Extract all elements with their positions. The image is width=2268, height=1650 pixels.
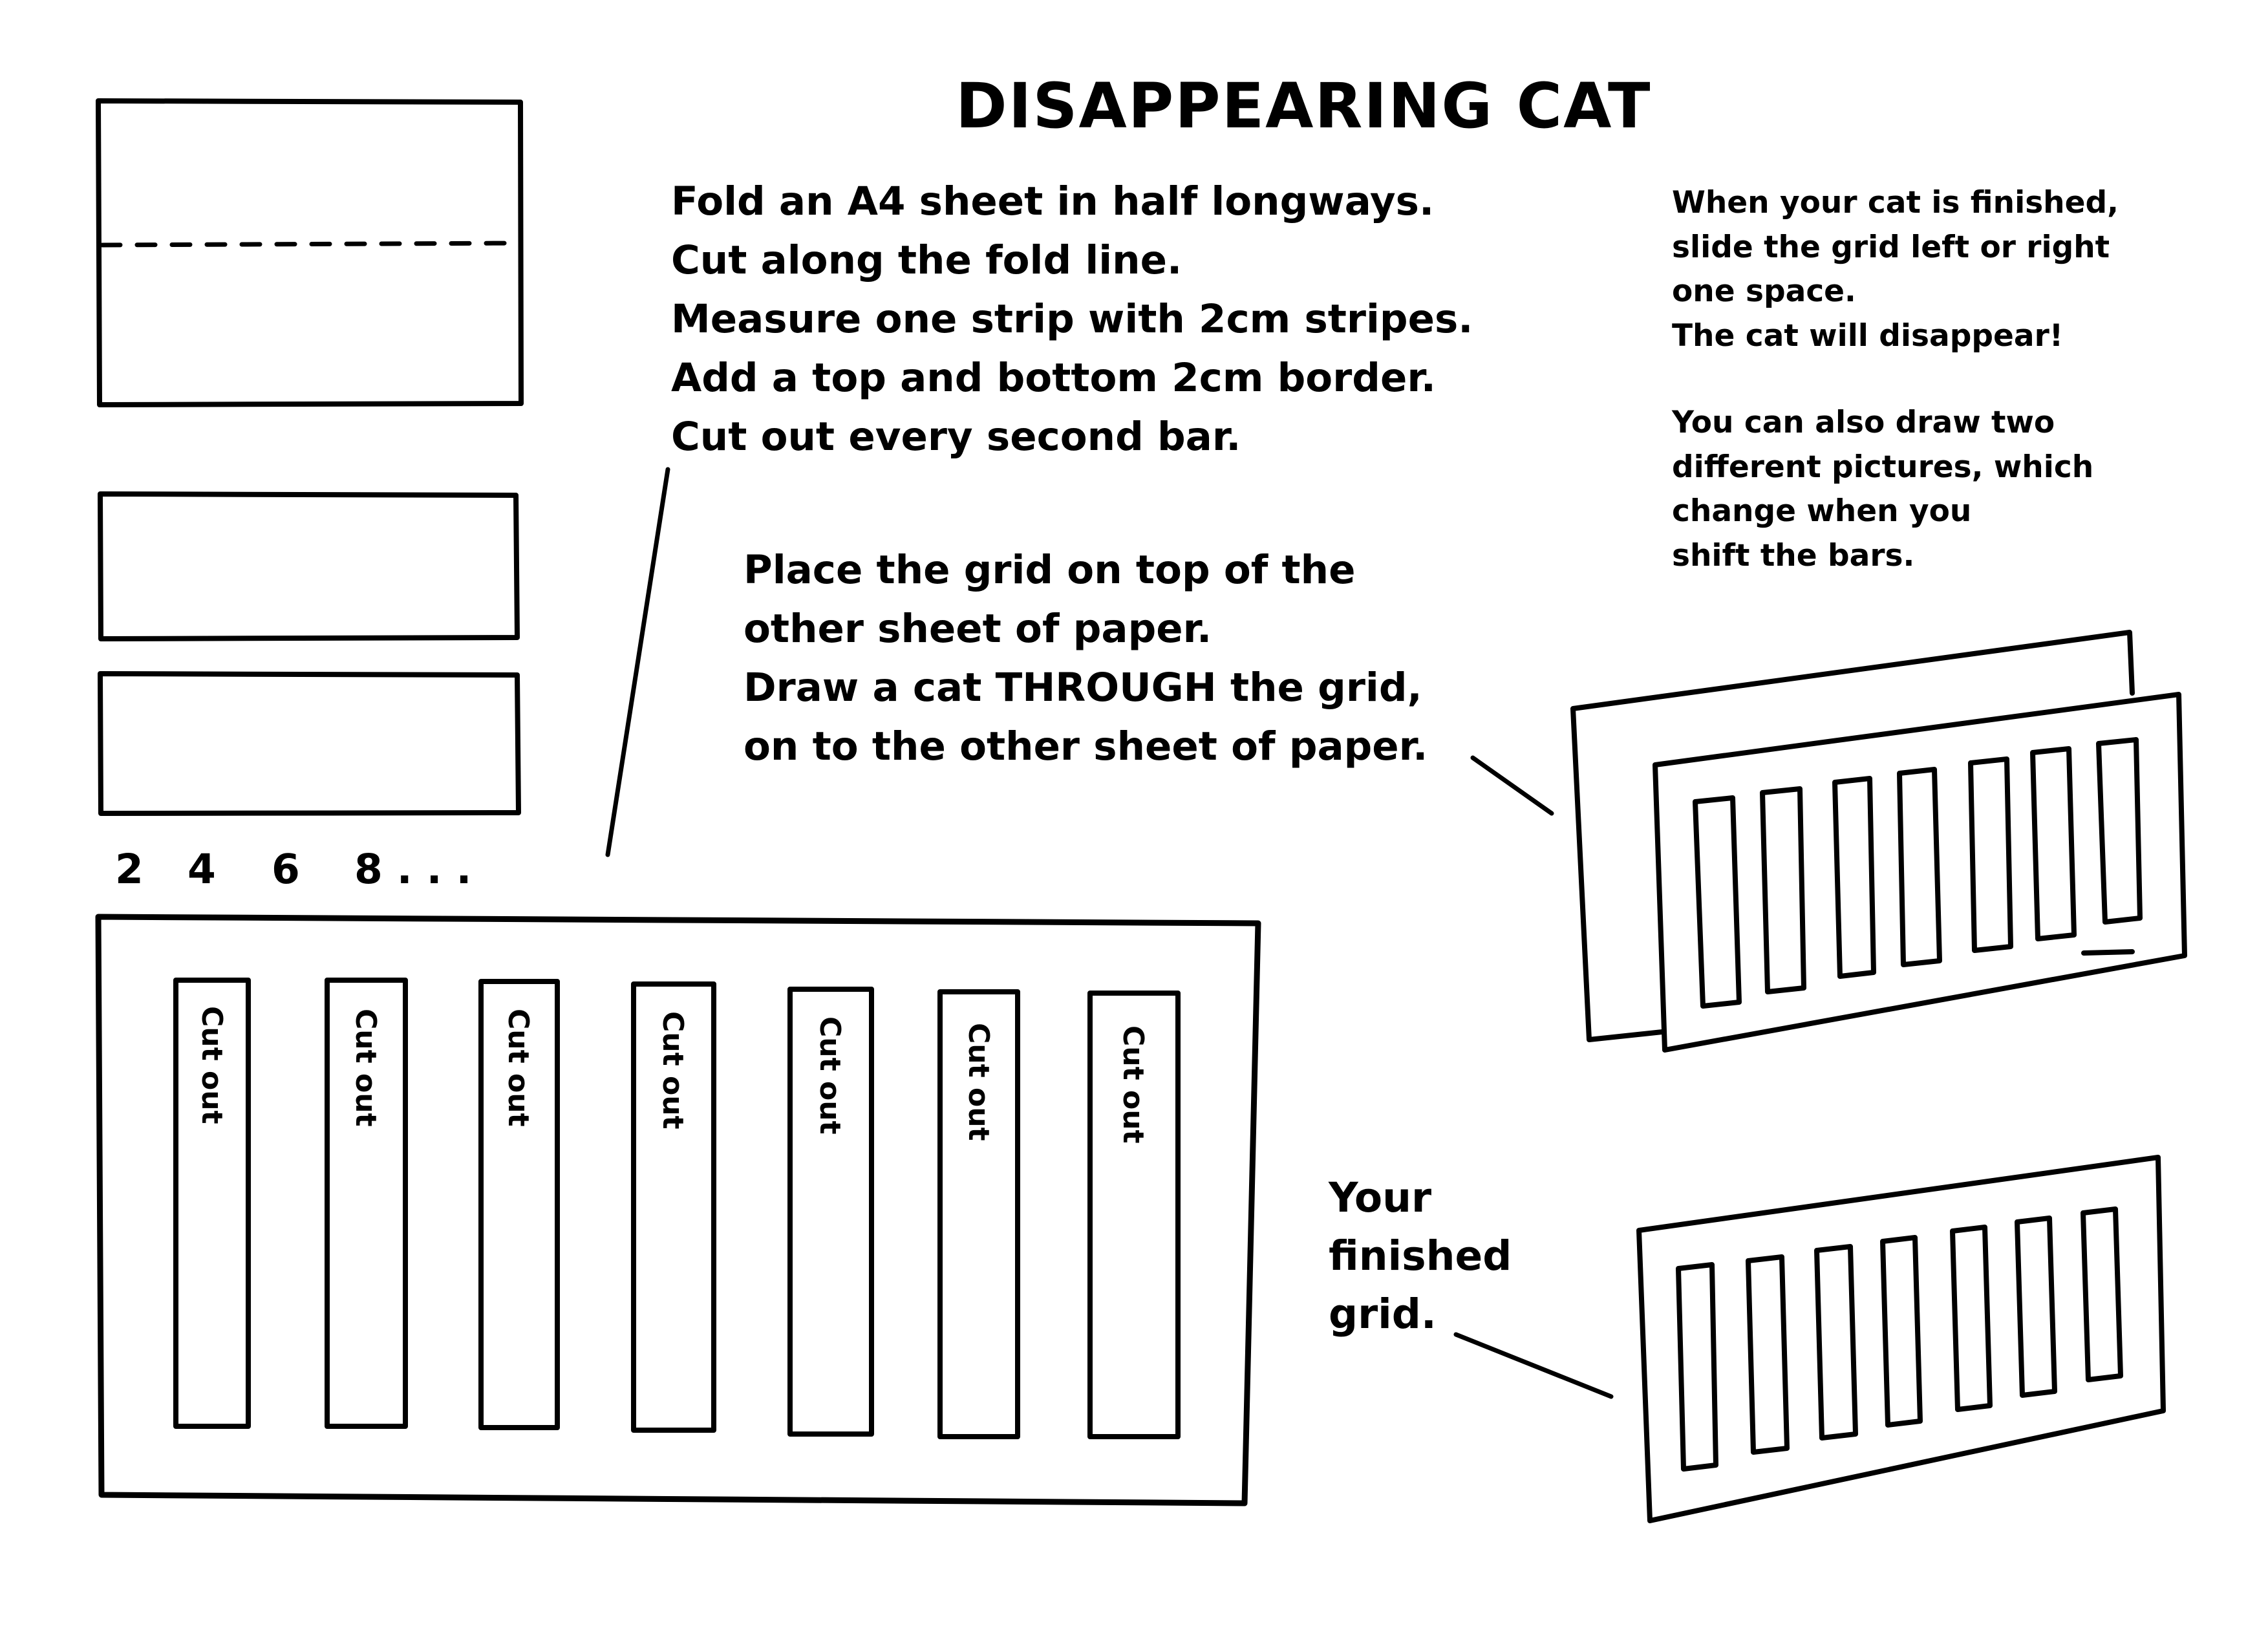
caption-line: grid.	[1329, 1291, 1437, 1338]
instruction-line: other sheet of paper.	[744, 606, 1212, 652]
instruction-line: Place the grid on top of the	[744, 547, 1356, 593]
page-title: DISAPPEARING CAT	[956, 70, 1652, 142]
caption-line: Your	[1329, 1174, 1432, 1221]
tip-two-pictures	[1672, 401, 2093, 578]
finished-grid-caption	[1329, 1169, 1512, 1344]
pointer-line-finished	[1456, 1334, 1611, 1397]
instructions-part-1	[671, 172, 1473, 466]
cut-out-label: Cut out	[813, 1016, 846, 1135]
cut-out-label: Cut out	[656, 1011, 689, 1130]
instruction-line: Measure one strip with 2cm stripes.	[671, 296, 1473, 342]
a4-sheet-outline	[98, 101, 521, 405]
grid-slot	[1971, 759, 2011, 950]
pointer-line-steps	[608, 469, 668, 855]
fold-line	[102, 243, 517, 245]
cut-strip-top	[100, 494, 517, 639]
grid-slot	[1762, 789, 1804, 992]
tip-line: You can also draw two	[1672, 405, 2055, 440]
tip-line: different pictures, which	[1672, 449, 2094, 485]
cut-out-label: Cut out	[502, 1009, 535, 1127]
finished-grid-slot	[2083, 1209, 2121, 1380]
tip-line: one space.	[1672, 273, 1856, 309]
tip-line: slide the grid left or right	[1672, 229, 2110, 265]
instruction-line: Add a top and bottom 2cm border.	[671, 355, 1436, 401]
grid-slot	[1835, 778, 1874, 976]
pointer-line-place	[1473, 758, 1552, 813]
instruction-line: Fold an A4 sheet in half longways.	[671, 178, 1435, 224]
tip-line: shift the bars.	[1672, 537, 1915, 573]
cut-out-label: Cut out	[349, 1009, 382, 1127]
tip-line: When your cat is finished,	[1672, 185, 2119, 220]
grid-template	[98, 917, 1258, 1503]
instruction-line: on to the other sheet of paper.	[744, 723, 1428, 769]
finished-grid-slot	[1952, 1227, 1990, 1409]
measure-number: 8 . . .	[354, 846, 472, 893]
finished-grid-slot	[1817, 1247, 1856, 1438]
instruction-line: Cut out every second bar.	[671, 414, 1241, 460]
grid-slot	[1899, 769, 1940, 965]
grid-template-border	[98, 917, 1258, 1503]
tip-line: change when you	[1672, 493, 1972, 529]
finished-grid-slot	[1678, 1265, 1716, 1469]
cut-out-label: Cut out	[962, 1023, 995, 1141]
instruction-line: Cut along the fold line.	[671, 237, 1182, 283]
cut-out-label: Cut out	[195, 1006, 228, 1124]
instruction-line: Draw a cat THROUGH the grid,	[744, 665, 1422, 711]
grid-on-paper-illustration	[1573, 632, 2185, 1050]
instructions-part-2	[744, 541, 1428, 776]
measure-number: 6	[272, 846, 300, 893]
grid-slot	[2033, 749, 2074, 939]
cut-out-label: Cut out	[1117, 1025, 1150, 1144]
finished-grid-slot	[1748, 1257, 1787, 1452]
finished-grid-slot	[1883, 1238, 1920, 1425]
grid-slot	[1695, 798, 1739, 1006]
tip-line: The cat will disappear!	[1672, 317, 2064, 354]
grid-slot	[2099, 740, 2140, 922]
measure-number: 2	[115, 846, 144, 893]
tip-disappear	[1672, 181, 2119, 358]
finished-grid-illustration	[1639, 1157, 2163, 1521]
finished-grid-slot	[2017, 1218, 2055, 1395]
caption-line: finished	[1329, 1232, 1512, 1280]
measure-number: 4	[187, 846, 216, 893]
cut-strip-bottom	[100, 674, 519, 813]
